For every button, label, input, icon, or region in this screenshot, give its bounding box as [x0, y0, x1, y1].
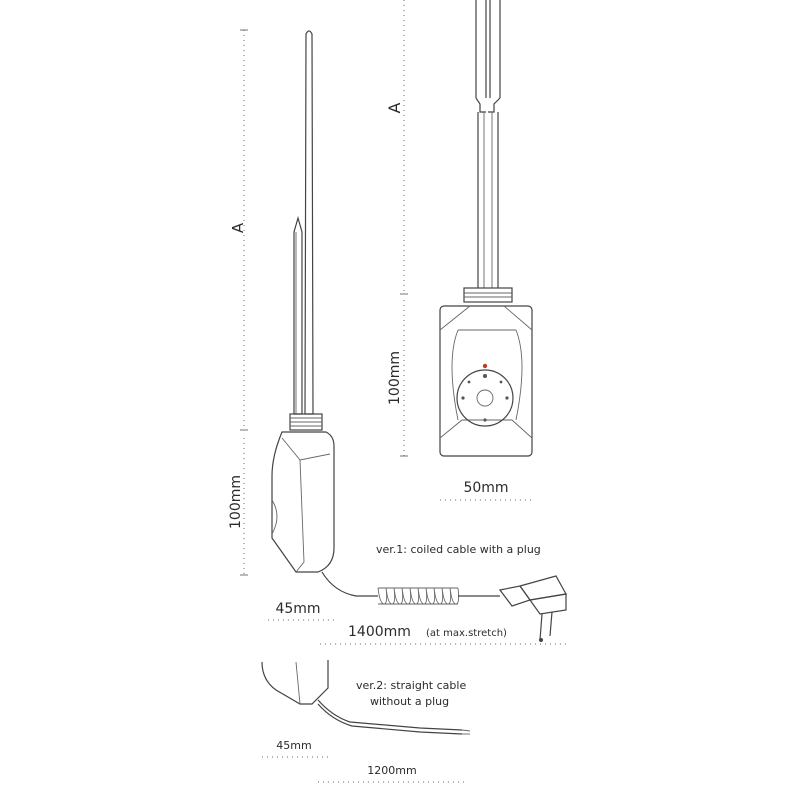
label-a-right: A	[385, 102, 404, 114]
control-housing-side	[272, 432, 334, 572]
knob-marker	[505, 396, 508, 399]
knob-profile	[272, 500, 277, 534]
cable-lead	[322, 572, 378, 596]
label-1200mm: 1200mm	[367, 764, 417, 777]
indicator-led-icon	[483, 364, 487, 368]
rod-junction	[476, 98, 500, 112]
right-front-view	[400, 0, 532, 500]
label-50mm: 50mm	[463, 480, 509, 496]
knob-center	[477, 390, 493, 406]
housing-bevel	[440, 306, 532, 330]
heating-rod-lower	[294, 218, 302, 414]
knob-marker	[500, 381, 503, 384]
label-100mm-right: 100mm	[387, 351, 403, 405]
knob-marker	[468, 381, 471, 384]
knob-marker	[483, 418, 486, 421]
housing-crease	[282, 438, 330, 460]
coiled-cable	[378, 588, 459, 604]
caption-version-2-line2: without a plug	[370, 695, 450, 708]
label-a-left: A	[229, 222, 247, 234]
housing-bevel	[440, 420, 532, 438]
heating-rod-upper	[305, 31, 313, 414]
thermostat-knob-icon	[457, 370, 513, 426]
cable-end	[462, 730, 470, 731]
label-1400mm: 1400mm	[348, 624, 411, 640]
label-45mm-v1: 45mm	[275, 601, 321, 617]
housing-crease	[296, 460, 304, 572]
plug-icon	[500, 576, 566, 642]
knob-marker	[483, 374, 487, 378]
housing-v2-edge	[296, 662, 300, 704]
label-100mm-left: 100mm	[228, 475, 244, 529]
knob-marker	[461, 396, 464, 399]
thread-nut-front	[464, 288, 512, 302]
control-housing-front	[440, 306, 532, 456]
caption-version-2-line1: ver.2: straight cable	[356, 679, 467, 692]
label-45mm-v2: 45mm	[276, 739, 312, 752]
caption-version-1: ver.1: coiled cable with a plug	[376, 543, 541, 556]
label-1400mm-note: (at max.stretch)	[426, 628, 507, 639]
housing-v2	[262, 660, 328, 704]
